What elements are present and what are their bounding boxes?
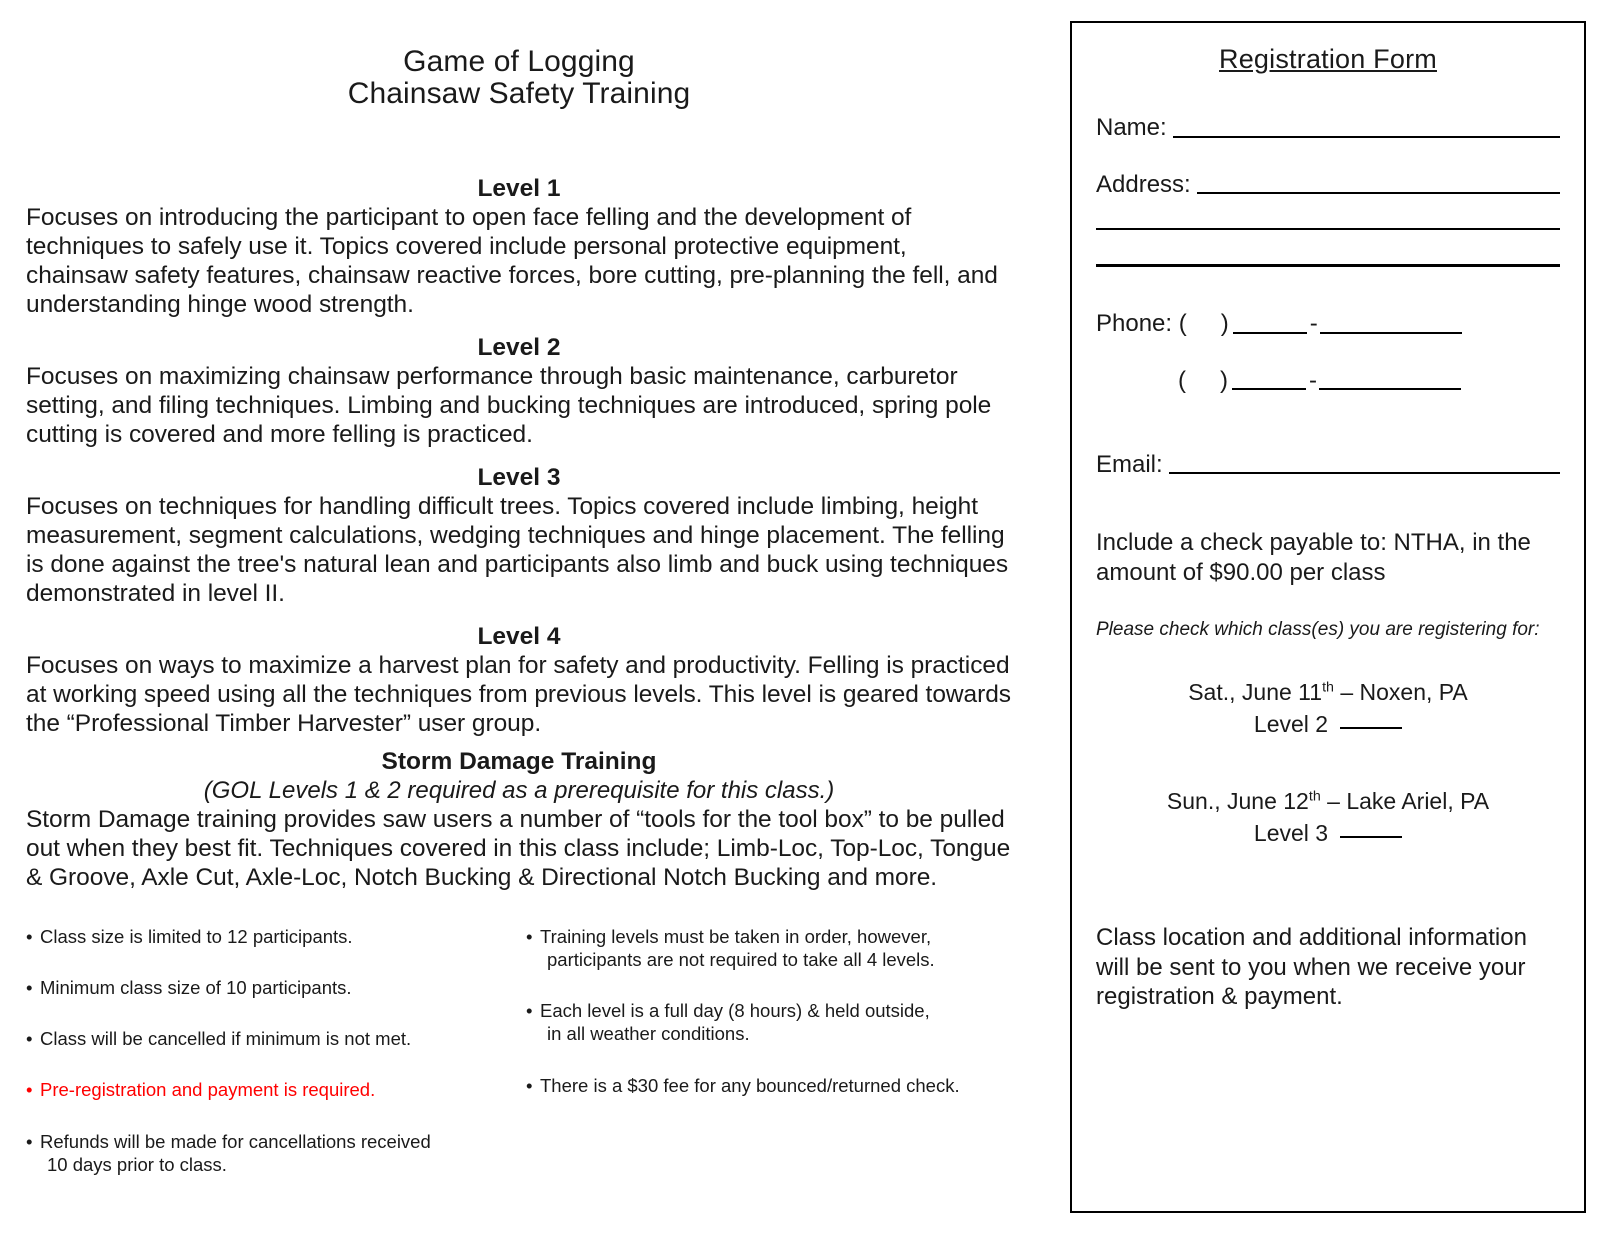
section-body-storm-damage: Storm Damage training provides saw users a number of “tools for the tool box” to be pulled out when they best fit. Techniques covered in this class include; Limb-Loc, Top-Loc, Tongue & Groove, Axle Cut, Axle-Loc, Notch Bucking & Directional Notch Bucking and more.	[26, 806, 1011, 891]
storm-prerequisite-note: (GOL Levels 1 & 2 required as a prerequisite for this class.)	[203, 777, 835, 805]
closing-note: Class location and additional information will be sent to you when we receive your registration & payment.	[1096, 924, 1527, 1010]
page-title-line-1: Game of Logging	[403, 45, 635, 78]
list-item-text-continued: participants are not required to take all 4 levels.	[547, 949, 935, 971]
phone-suffix-input-line-1[interactable]	[1320, 332, 1462, 334]
section-heading-storm-damage: Storm Damage Training	[381, 747, 657, 775]
address-field-row-3[interactable]	[1096, 264, 1560, 271]
address-input-line-2[interactable]	[1096, 228, 1560, 230]
bullet-marker-icon: •	[26, 977, 33, 999]
list-item-text: Each level is a full day (8 hours) & held outside,	[540, 1000, 930, 1022]
name-field-row[interactable]	[1096, 115, 1560, 141]
phone-close-paren-2: )	[1220, 366, 1228, 394]
section-level-2	[26, 332, 1012, 450]
section-level-4	[26, 621, 1012, 739]
section-storm-damage	[26, 746, 1012, 893]
email-input-line[interactable]	[1169, 472, 1560, 474]
section-body-level-3: Focuses on techniques for handling difficult trees. Topics covered include limbing, height measurement, segment calculations, wedging techniques and hinge placement. The felling is done against the tree's natural lean and participants also limb and buck using techniques demonstrated in level II.	[26, 493, 1009, 607]
list-item	[526, 999, 996, 1045]
class-option-2-date-prefix: Sun., June 12	[1166, 788, 1309, 815]
class-option-1-date	[1188, 679, 1468, 705]
list-item-highlighted	[26, 1078, 516, 1101]
class-option-1-date-suffix: – Noxen, PA	[1333, 678, 1468, 705]
list-item-text: Class will be cancelled if minimum is not met.	[40, 1028, 412, 1050]
address-input-line-1[interactable]	[1197, 192, 1560, 194]
section-body-level-2: Focuses on maximizing chainsaw performance through basic maintenance, carburetor setting, and filing techniques. Limbing and bucking techniques are introduced, spring pole cutting is covered and more felling is practiced.	[26, 363, 992, 448]
page-title-line-2: Chainsaw Safety Training	[347, 77, 691, 111]
address-input-line-3[interactable]	[1096, 264, 1560, 267]
list-item	[26, 1027, 516, 1050]
list-item-text: Class size is limited to 12 participants.	[40, 926, 353, 947]
class-option-2-date-ordinal: th	[1308, 788, 1321, 805]
class-option-1-level-row[interactable]	[1096, 710, 1560, 740]
list-item-text-continued: in all weather conditions.	[547, 1023, 750, 1045]
registration-form-panel	[1070, 21, 1586, 1213]
phone-dash-1: -	[1309, 310, 1318, 338]
registration-form-title: Registration Form	[1219, 44, 1437, 74]
section-heading-level-1: Level 1	[477, 174, 561, 202]
class-option-2-level-row[interactable]	[1096, 819, 1560, 849]
section-heading-level-3: Level 3	[477, 463, 561, 491]
class-option-2-checkbox-line[interactable]	[1340, 836, 1402, 838]
email-field-row[interactable]	[1096, 452, 1560, 478]
phone-prefix-input-line-1[interactable]	[1233, 332, 1307, 334]
section-body-level-4: Focuses on ways to maximize a harvest plan for safety and productivity. Felling is practiced at working speed using all the techniques from previous levels. This level is geared towards the “Professional Timber Harvester” user group.	[26, 652, 1011, 737]
class-option-1-level-label: Level 2	[1253, 710, 1329, 737]
page-title	[26, 46, 1012, 111]
name-input-line[interactable]	[1173, 136, 1560, 138]
section-heading-level-2: Level 2	[477, 333, 561, 361]
list-item	[526, 925, 996, 971]
bullet-marker-icon: •	[26, 1130, 33, 1152]
list-item	[526, 1074, 996, 1097]
list-item	[26, 1130, 516, 1176]
class-option-1[interactable]	[1096, 678, 1560, 740]
payment-note: Include a check payable to: NTHA, in the amount of $90.00 per class	[1096, 529, 1531, 586]
class-option-1-date-prefix: Sat., June 11	[1188, 678, 1323, 705]
list-item-text-continued: 10 days prior to class.	[47, 1153, 227, 1175]
class-option-2[interactable]	[1096, 787, 1560, 849]
check-class-instruction: Please check which class(es) you are registering for:	[1096, 618, 1540, 640]
class-option-1-checkbox-line[interactable]	[1340, 727, 1402, 729]
class-option-1-date-ordinal: th	[1322, 679, 1334, 696]
bullet-column-left	[26, 925, 526, 1204]
phone-field-row-1[interactable]	[1096, 311, 1560, 337]
section-body-level-1: Focuses on introducing the participant to open face felling and the development of techniques to safely use it. Topics covered include personal protective equipment, chainsaw safety features, chainsaw reactive forces, bore cutting, pre-planning the fell, and understanding hinge wood strength.	[26, 204, 998, 318]
phone-close-paren-1: )	[1220, 310, 1229, 338]
email-label: Email:	[1096, 450, 1163, 478]
class-option-2-date-suffix: – Lake Ariel, PA	[1320, 788, 1490, 815]
bullet-column-right	[526, 925, 996, 1204]
bullet-marker-icon: •	[26, 1028, 33, 1050]
bullet-marker-icon: •	[26, 926, 33, 947]
bullet-marker-icon: •	[26, 1079, 33, 1101]
list-item	[26, 925, 516, 948]
list-item-text: Minimum class size of 10 participants.	[40, 977, 352, 999]
section-level-1	[26, 173, 1012, 320]
list-item-text-required: Pre-registration and payment is required.	[40, 1079, 376, 1101]
section-level-3	[26, 462, 1012, 609]
phone-suffix-input-line-2[interactable]	[1319, 388, 1461, 390]
bullet-marker-icon: •	[526, 1074, 533, 1096]
list-item	[26, 976, 516, 999]
class-option-2-level-label: Level 3	[1253, 820, 1329, 847]
class-option-2-date	[1167, 788, 1489, 814]
name-label: Name:	[1096, 114, 1167, 142]
bullet-marker-icon: •	[526, 1000, 533, 1022]
list-item-text: There is a $30 fee for any bounced/returned check.	[540, 1074, 960, 1096]
section-heading-level-4: Level 4	[477, 622, 561, 650]
address-field-row[interactable]	[1096, 172, 1560, 198]
phone-label: Phone: (	[1096, 310, 1187, 338]
notes-bullet-area	[26, 925, 1016, 1204]
list-item-text: Training levels must be taken in order, however,	[540, 926, 932, 947]
phone-field-row-2[interactable]	[1096, 368, 1560, 394]
list-item-text: Refunds will be made for cancellations received	[40, 1130, 431, 1152]
bullet-marker-icon: •	[526, 926, 533, 947]
address-label: Address:	[1096, 170, 1191, 198]
phone-open-paren-2: (	[1178, 366, 1186, 394]
phone-prefix-input-line-2[interactable]	[1232, 388, 1306, 390]
phone-dash-2: -	[1309, 366, 1317, 394]
